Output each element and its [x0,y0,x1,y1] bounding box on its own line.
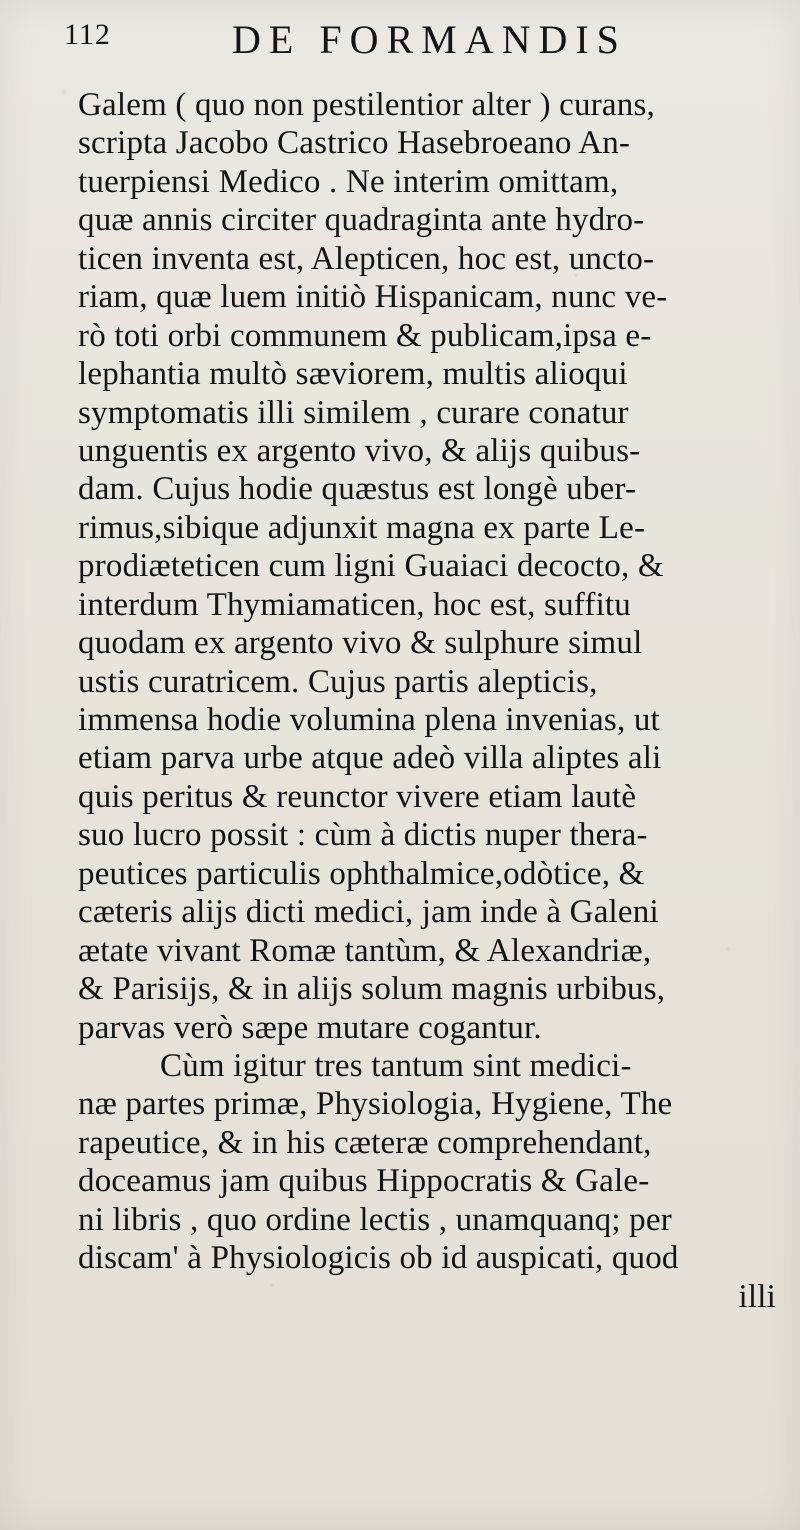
text-line: ætate vivant Romæ tantùm, & Alexandriæ, [78,932,652,969]
text-line: rimus,sibique adjunxit magna ex parte Le- [78,509,646,546]
paragraph-start-line: Cùm igitur tres tantum sint medici- [160,1047,632,1084]
body-text [78,86,778,1316]
text-line: rapeutice, & in his cæteræ comprehendant, [78,1124,652,1161]
text-line: peutices particulis ophthalmice,odòtice, & [78,855,645,892]
text-line: scripta Jacobo Castrico Hasebroeano An- [78,125,631,162]
text-line: quis peritus & reunctor vivere etiam lautè [78,778,637,815]
text-line: quæ annis circiter quadraginta ante hydro- [78,202,645,239]
text-line: & Parisijs, & in alijs solum magnis urbibus, [78,971,666,1008]
page-header [64,10,778,62]
text-line: Galem ( quo non pestilentior alter ) curans, [78,87,655,123]
text-line: riam, quæ luem initiò Hispanicam, nunc ve- [78,279,668,316]
text-line: parvas verò sæpe mutare cogantur. [78,1009,542,1046]
text-line: discam' à Physiologicis ob id auspicati, quod [78,1240,679,1277]
text-line: lephantia multò sæviorem, multis alioqui [78,356,628,393]
text-line: suo lucro possit : cùm à dictis nuper thera- [78,817,648,854]
catchword: illi [738,1278,776,1315]
text-line: næ partes primæ, Physiologia, Hygiene, The [78,1086,673,1123]
text-line: ustis curatricem. Cujus partis alepticis, [78,663,598,700]
text-line: cæteris alijs dicti medici, jam inde à Galeni [78,894,659,931]
text-line: interdum Thymiamaticen, hoc est, suffitu [78,586,631,623]
text-line: tuerpiensi Medico . Ne interim omittam, [78,163,619,200]
text-line: doceamus jam quibus Hippocratis & Gale- [78,1163,650,1200]
text-line: quodam ex argento vivo & sulphure simul [78,625,643,662]
text-line: etiam parva urbe atque adeò villa aliptes ali [78,740,662,777]
text-line: rò toti orbi communem & publicam,ipsa e- [78,317,652,354]
text-line: prodiæteticen cum ligni Guaiaci decocto, & [78,548,664,585]
text-line: immensa hodie volumina plena invenias, ut [78,702,660,738]
text-line: ticen inventa est, Alepticen, hoc est, uncto- [78,240,655,277]
page-number: 112 [64,18,111,51]
text-line: dam. Cujus hodie quæstus est longè uber- [78,471,637,508]
text-line: ni libris , quo ordine lectis , unamquanq; per [78,1201,672,1238]
text-line: unguentis ex argento vivo, & alijs quibus- [78,432,641,469]
text-line: symptomatis illi similem , curare conatur [78,394,629,431]
running-head: DE FORMANDIS [232,17,627,62]
